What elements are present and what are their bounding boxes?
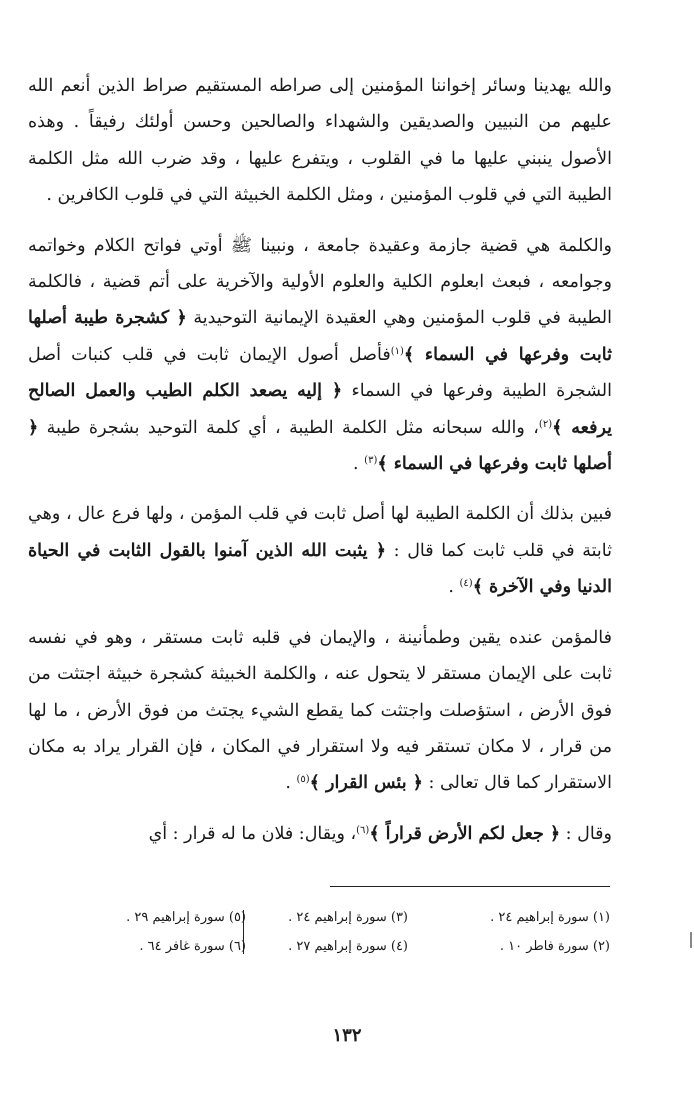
paragraph-text: فالمؤمن عنده يقين وطمأنينة ، والإيمان في قلبه ثابت مستقر ، وهو في نفسه ثابت على الإيمان مستقر لا يتحول عنه ، والكلمة الخبيثة كشجرة خبيثة اجتثت من فوق الأرض ، استؤصلت واجتثت كما يقطع الشيء يجتث من فوق الأرض ، ما لها من قرار ، لا مكان تستقر فيه ولا استقرار في المكان ، فإن القرار يراد به مكان الاستقرار كما قال تعالى : xyxy=(28,627,612,794)
footnote-5: (٥) سورة إبراهيم ٢٩ . xyxy=(126,910,246,925)
footnote-marker: (١) xyxy=(390,345,404,357)
paragraph xyxy=(28,816,612,852)
paragraph xyxy=(28,228,612,483)
paragraph-text: . xyxy=(353,454,365,475)
paragraph-text: وقال : xyxy=(560,823,612,844)
footnotes-column-3 xyxy=(110,903,246,961)
footnote-3: (٣) سورة إبراهيم ٢٤ . xyxy=(288,910,408,925)
footnote-marker: (٣) xyxy=(364,455,378,467)
paragraph xyxy=(28,496,612,605)
paragraph-text: فأصل أصول الإيمان ثابت في قلب كنبات أصل الشجرة الطيبة وفرعها في السماء xyxy=(28,344,612,402)
paragraph-text: ، والله سبحانه مثل الكلمة الطيبة ، أي كلمة التوحيد بشجرة طيبة xyxy=(38,417,539,438)
quran-verse: ﴿ يثبت الله الذين آمنوا بالقول الثابت في الحياة الدنيا وفي الآخرة ﴾ xyxy=(28,540,612,598)
footnote-marker: (٢) xyxy=(538,418,553,430)
footnote-marker: (٥) xyxy=(296,774,310,786)
paragraph-text: . xyxy=(285,773,297,794)
quran-verse: ﴿ بئس القرار ﴾ xyxy=(309,773,423,794)
page-number: ١٣٢ xyxy=(332,1025,362,1046)
paragraph-text: والله يهدينا وسائر إخواننا المؤمنين إلى صراطه المستقيم صراط الذين أنعم الله عليهم من النبيين والصديقين والشهداء والصالحين وحسن أولئك رفيقاً . وهذه الأصول ينبني عليها ما في القلوب ، ويتفرع عليها ، وقد ضرب الله مثل الكلمة الطيبة التي في قلوب المؤمنين ، ومثل الكلمة الخبيثة التي في قلوب الكافرين . xyxy=(28,76,612,206)
quran-verse: ﴿ جعل لكم الأرض قراراً ﴾ xyxy=(369,823,561,844)
paragraph-text: ، ويقال: فلان ما له قرار : أي xyxy=(148,823,357,844)
footnote-6: (٦) سورة غافر ٦٤ . xyxy=(139,939,246,954)
quran-verse: ﴿ أصلها ثابت وفرعها في السماء ﴾ xyxy=(28,417,612,475)
quran-verse: ﴿ كشجرة طيبة أصلها ثابت وفرعها في السماء ﴾ xyxy=(28,308,612,365)
page-edge-mark xyxy=(690,932,692,948)
quran-verse: ﴿ إليه يصعد الكلم الطيب والعمل الصالح يرفعه ﴾ xyxy=(28,381,612,438)
paragraph xyxy=(28,68,612,214)
footnote-4: (٤) سورة إبراهيم ٢٧ . xyxy=(288,939,408,954)
paragraph xyxy=(28,620,612,802)
paragraph-text: فبين بذلك أن الكلمة الطيبة لها أصل ثابت في قلب المؤمن ، ولها فرع عال ، وهي ثابتة في قلب ثابت كما قال : xyxy=(28,504,612,561)
footnote-2: (٢) سورة فاطر ١٠ . xyxy=(499,939,610,954)
footnotes-column-1 xyxy=(402,903,610,961)
footnote-marker: (٤) xyxy=(459,578,473,590)
paragraph-text: . xyxy=(448,577,460,598)
main-text xyxy=(28,68,612,852)
footnotes-column-2 xyxy=(258,903,408,961)
footnote-marker: (٦) xyxy=(356,824,370,836)
footnote-separator xyxy=(330,886,610,887)
paragraph-text: والكلمة هي قضية جازمة وعقيدة جامعة ، ونبينا ﷺ أوتي فواتح الكلام وخواتمه وجوامعه ، فبعث ابعلوم الكلية والعلوم الأولية والآخرية على أتم قضية ، فالكلمة الطيبة في قلوب المؤمنين وهي العقيدة الإيمانية التوحيدية xyxy=(28,235,612,329)
footnote-1: (١) سورة إبراهيم ٢٤ . xyxy=(490,910,610,925)
